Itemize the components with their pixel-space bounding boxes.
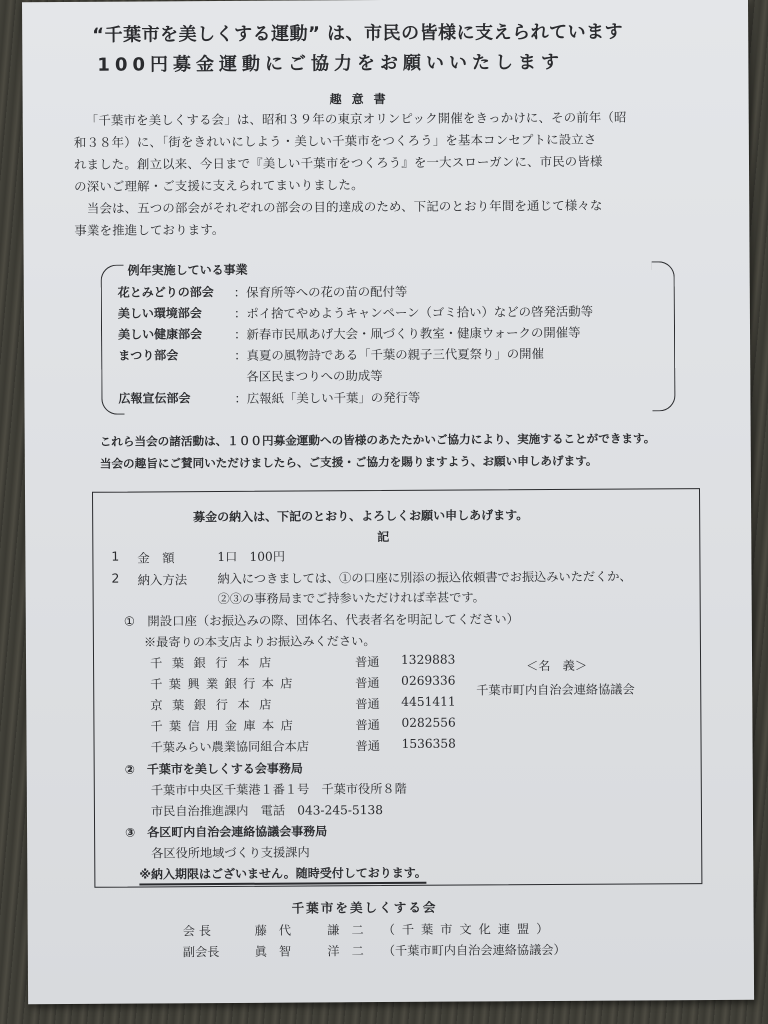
bank-name: 千葉銀行本店 <box>150 655 281 671</box>
prospectus-line: 和３８年）に、「街をきれいにしよう・美しい千葉市をつくろう」を基本コンセプトに設立さ <box>73 131 597 150</box>
officer-role: 会長 <box>182 924 216 939</box>
bank-name: 千葉みらい農業協同組合本店 <box>150 739 310 755</box>
account-note: ※最寄りの本支店よりお振込みください。 <box>143 634 376 650</box>
dept-desc: ：広報紙「美しい千葉」の発行等 <box>234 389 421 406</box>
dept-name: 美しい環境部会 <box>117 306 202 321</box>
account-type: 普通 <box>355 718 380 733</box>
prospectus-line: 「千葉市を美しくする会」は、昭和３９年の東京オリンピック開催をきっかけに、その前年（昭 <box>85 109 627 128</box>
flyer-sheet <box>22 0 754 1004</box>
account-number: 0269336 <box>401 673 456 688</box>
account-number: 1536358 <box>401 736 456 751</box>
office3-dept: 各区役所地域づくり支援課内 <box>151 845 310 861</box>
dept-desc: ：保育所等への花の苗の配付等 <box>233 283 408 300</box>
appeal-line-1: これら当会の諸活動は、１００円募金運動への皆様のあたたかいご協力により、実施することができます。 <box>99 431 656 449</box>
dept-desc: 各区民まつりへの助成等 <box>246 368 383 384</box>
dept-name: まつり部会 <box>118 348 179 363</box>
office3-heading: ③ 各区町内自治会連絡協議会事務局 <box>125 824 328 840</box>
bank-name: 千葉信用金庫本店 <box>150 718 300 734</box>
header-line-1: “千葉市を美しくする運動” は、市民の皆様に支えられています <box>92 21 624 46</box>
method-label: 納入方法 <box>137 572 188 588</box>
dept-name: 広報宣伝部会 <box>118 391 191 406</box>
prospectus-line: 事業を推進しております。 <box>74 221 225 238</box>
header-line-2: 100円募金運動にご協力をお願いいたします <box>97 51 565 76</box>
appeal-line-2: 当会の趣旨にご賛同いただけましたら、ご支援・ご協力を賜りますよう、お願い申しあげます。 <box>99 453 598 471</box>
method-line: 納入につきましては、①の口座に別添の振込依頼書でお振込みいただくか、 <box>217 569 632 587</box>
account-type: 普通 <box>355 697 380 712</box>
office2-address: 千葉市中央区千葉港１番１号 千葉市役所８階 <box>150 781 407 798</box>
right-bracket <box>652 261 676 411</box>
footer-org: 千葉市を美しくする会 <box>291 899 438 916</box>
payment-intro: 募金の納入は、下記のとおり、よろしくお願い申しあげます。 <box>193 508 529 525</box>
dept-desc: ：ポイ捨てやめようキャンペーン（ゴミ拾い）などの啓発活動等 <box>233 303 594 321</box>
officer-affiliation: （千葉市町内自治会連絡協議会） <box>382 942 566 959</box>
office2-heading: ② 千葉市を美しくする会事務局 <box>124 761 303 777</box>
account-number: 4451411 <box>401 694 456 709</box>
payment-deadline: ※納入期限はございません。随時受付しております。 <box>139 864 427 886</box>
account-type: 普通 <box>355 739 380 754</box>
account-heading: ① 開設口座（お振込みの際、団体名、代表者名を明記してください） <box>123 611 520 629</box>
item-number: 2 <box>111 570 120 586</box>
officer-role: 副会長 <box>182 945 220 960</box>
account-number: 0282556 <box>401 715 456 730</box>
dept-name: 花とみどりの部会 <box>117 285 214 300</box>
prospectus-title: 趣意書 <box>329 91 396 107</box>
officer-affiliation: （千葉市文化連盟） <box>382 921 556 938</box>
dept-name: 美しい健康部会 <box>117 327 203 342</box>
account-number: 1329883 <box>400 652 456 667</box>
method-line: ②③の事務局までご持参いただければ幸甚です。 <box>217 590 485 607</box>
officer-name: 眞智 洋二 <box>254 944 376 959</box>
annual-heading: 例年実施している事業 <box>127 262 248 278</box>
amount-value: 1口 100円 <box>217 549 286 565</box>
office2-dept: 市民自治推進課内 電話 043-245-5138 <box>150 803 384 819</box>
holder-label: ＜名 義＞ <box>526 658 588 674</box>
bank-name: 千葉興業銀行本店 <box>150 676 299 692</box>
prospectus-line: れました。創立以来、今日まで『美しい千葉市をつくろう』を一大スローガンに、市民の皆様 <box>73 153 603 172</box>
holder-name: 千葉市町内自治会連絡協議会 <box>476 682 635 698</box>
item-number: 1 <box>111 548 120 564</box>
payment-ki: 記 <box>377 529 390 545</box>
prospectus-line: 当会は、五つの部会がそれぞれの部会の目的達成のため、下記のとおり年間を通じて様々な <box>74 197 603 216</box>
dept-desc: ：新春市民凧あげ大会・凧づくり教室・健康ウォークの開催等 <box>233 324 581 342</box>
dept-desc: ：真夏の風物詩である「千葉の親子三代夏祭り」の開催 <box>234 346 544 363</box>
account-type: 普通 <box>355 676 380 691</box>
bank-name: 京葉銀行本店 <box>150 697 282 713</box>
prospectus-line: の深いご理解・ご支援に支えられてまいりました。 <box>74 177 364 194</box>
account-type: 普通 <box>355 655 380 670</box>
officer-name: 藤代 謙二 <box>254 923 376 938</box>
amount-label: 金 額 <box>137 550 175 566</box>
